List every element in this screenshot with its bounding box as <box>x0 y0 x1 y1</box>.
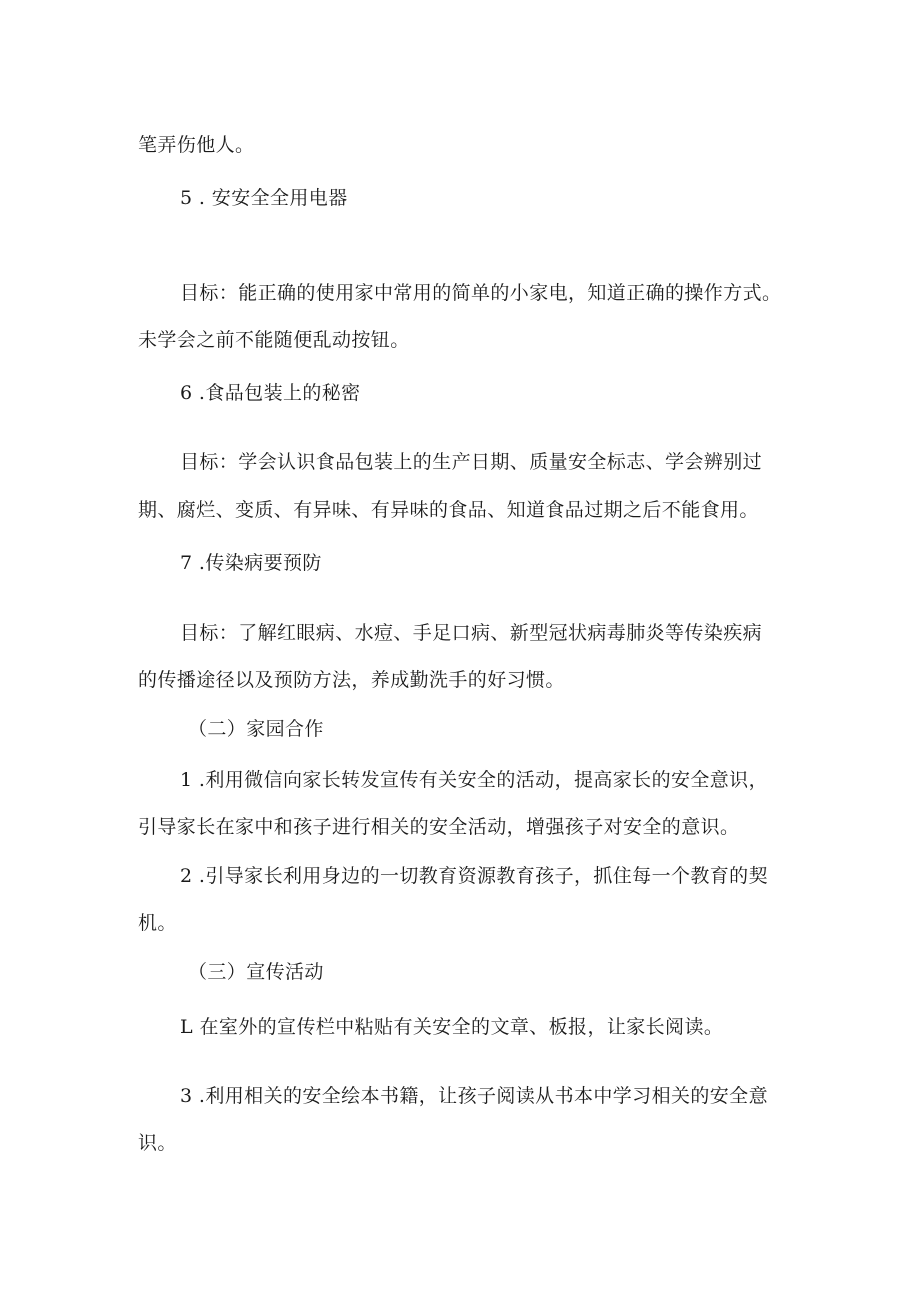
item-1-line-1: 1 .利用微信向家长转发宣传有关安全的活动，提高家长的安全意识， <box>180 769 768 791</box>
item-2-line-2: 机。 <box>138 912 177 934</box>
item-2-line-1: 2 .引导家长利用身边的一切教育资源教育孩子，抓住每一个教育的契 <box>180 865 768 887</box>
goal-paragraph-5-line-2: 未学会之前不能随便乱动按钮。 <box>138 329 410 351</box>
subsection-heading-home-school: （二）家园合作 <box>188 718 324 740</box>
text-line-continuation: 笔弄伤他人。 <box>138 134 255 156</box>
section-heading-5: 5 . 安安全全用电器 <box>180 187 348 209</box>
promotion-item-3-line-1: 3 .利用相关的安全绘本书籍，让孩子阅读从书本中学习相关的安全意 <box>180 1085 768 1107</box>
goal-paragraph-7-line-1: 目标：了解红眼病、水痘、手足口病、新型冠状病毒肺炎等传染疾病 <box>180 622 763 644</box>
section-heading-6: 6 .食品包装上的秘密 <box>180 382 361 404</box>
subsection-heading-promotion: （三）宣传活动 <box>188 961 324 983</box>
goal-paragraph-7-line-2: 的传播途径以及预防方法，养成勤洗手的好习惯。 <box>138 669 565 691</box>
goal-paragraph-6-line-1: 目标：学会认识食品包装上的生产日期、质量安全标志、学会辨别过 <box>180 451 763 473</box>
item-1-line-2: 引导家长在家中和孩子进行相关的安全活动，增强孩子对安全的意识。 <box>138 816 740 838</box>
promotion-item-1: L 在室外的宣传栏中粘贴有关安全的文章、板报，让家长阅读。 <box>180 1016 724 1038</box>
section-heading-7: 7 .传染病要预防 <box>180 552 322 574</box>
goal-paragraph-6-line-2: 期、腐烂、变质、有异味、有异味的食品、知道食品过期之后不能食用。 <box>138 499 759 521</box>
goal-paragraph-5-line-1: 目标：能正确的使用家中常用的简单的小家电，知道正确的操作方式。 <box>180 282 782 304</box>
promotion-item-3-line-2: 识。 <box>138 1132 177 1154</box>
